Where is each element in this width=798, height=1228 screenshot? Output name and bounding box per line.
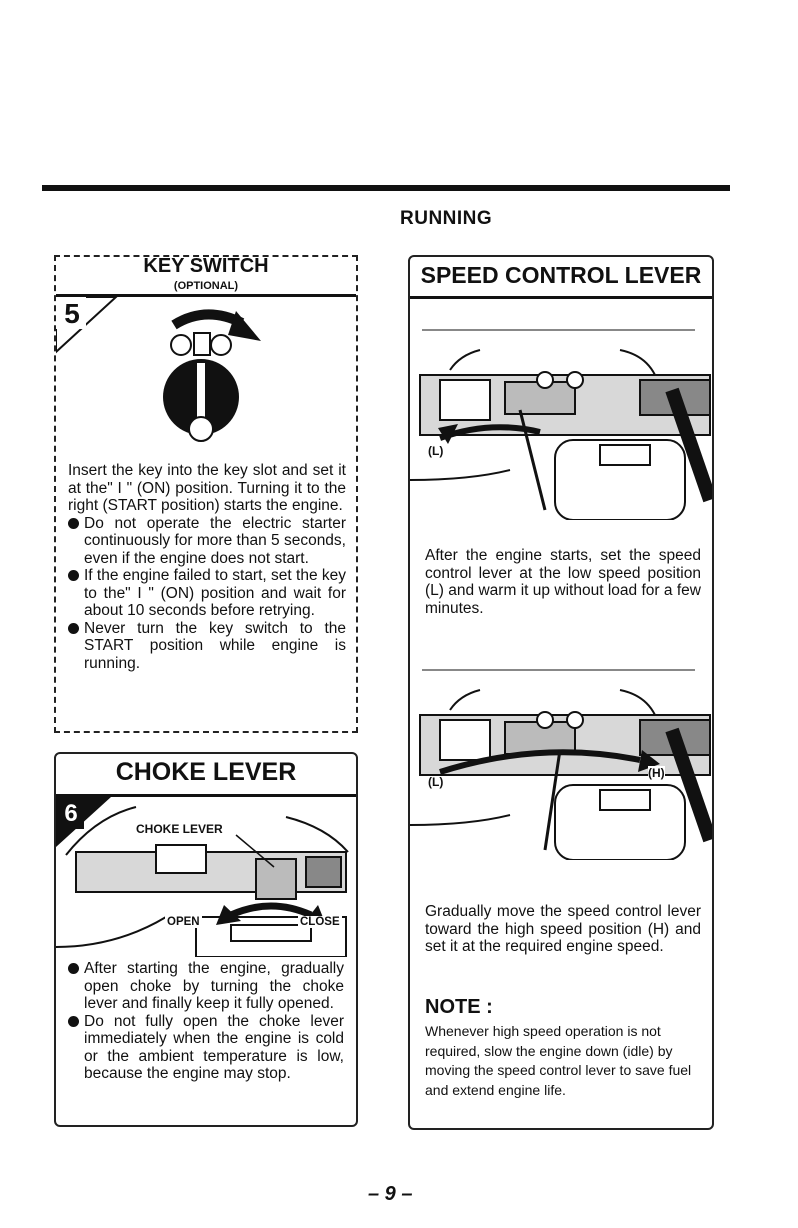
close-label: CLOSE [300,916,340,928]
choke-lever-text [68,960,344,1083]
step-number-5: 5 [58,299,86,329]
key-switch-paragraph: Insert the key into the key slot and set it at the" I " (ON) position. Turning it to the right (START position) starts the engine. [68,462,346,514]
speed-control-title: SPEED CONTROL LEVER [420,262,702,288]
high-label: (H) [648,766,665,780]
choke-bullet: Do not fully open the choke lever immediately when the engine is cold or the ambient temperature is low, because the engine may stop. [68,1013,344,1083]
choke-bullet: After starting the engine, gradually open choke by turning the choke lever and finally keep it fully opened. [68,960,344,1013]
section-title: RUNNING [400,208,493,229]
choke-lever-title: CHOKE LEVER [115,758,297,786]
speed-lever-illustration-high [410,660,712,860]
note-title: NOTE : [425,996,493,1018]
step-number-6: 6 [58,799,84,829]
top-rule [42,185,730,191]
low-label-1: (L) [428,444,444,458]
speed-control-text-2: Gradually move the speed control lever toward the high speed position (H) and set it at the required engine speed. [425,903,701,955]
key-switch-bullet: Never turn the key switch to the START position while engine is running. [68,620,346,673]
speed-lever-illustration-low [410,320,712,520]
note-text: Whenever high speed operation is not required, slow the engine down (idle) by moving the speed control lever to save fuel and extend engine life. [425,1023,692,1098]
page-number: – 9 – [368,1183,413,1205]
speed-control-text-1: After the engine starts, set the speed control lever at the low speed position (L) and warm it up without load for a few minutes. [425,547,701,617]
key-switch-subtitle: (OPTIONAL) [173,280,239,292]
key-switch-bullet: Do not operate the electric starter continuously for more than 5 seconds, even if the engine does not start. [68,515,346,568]
speed-control-separator [410,296,712,299]
key-switch-title: KEY SWITCH [143,255,269,277]
key-switch-bullet: If the engine failed to start, set the key to the" I " (ON) position and wait for about 10 seconds before retrying. [68,567,346,620]
choke-lever-label: CHOKE LEVER [136,822,223,836]
choke-lever-illustration [56,797,356,957]
open-label: OPEN [167,916,200,928]
key-switch-illustration [56,297,356,457]
low-label-2: (L) [428,775,444,789]
key-switch-text [68,462,346,672]
